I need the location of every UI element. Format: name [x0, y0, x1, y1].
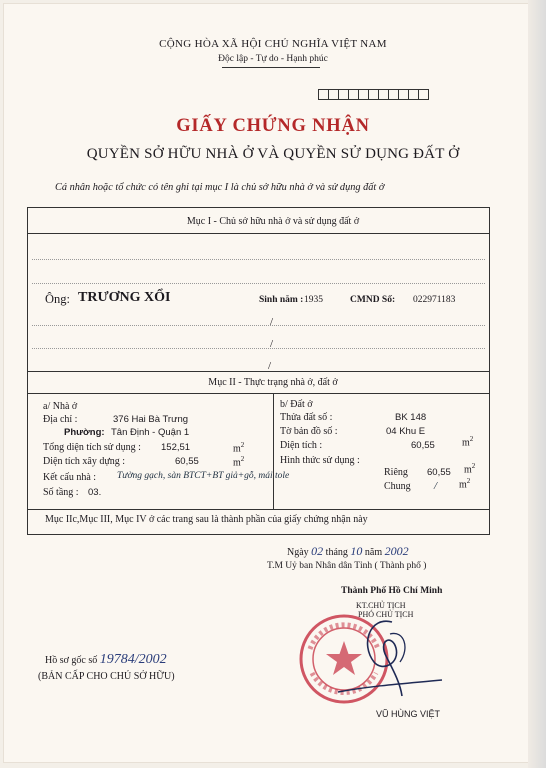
month-value: 10 — [350, 544, 363, 558]
birth-year-value: 1935 — [304, 295, 323, 305]
map-sheet-label: Tờ bản đồ số : — [280, 426, 338, 437]
structure-label: Kết cấu nhà : — [43, 472, 97, 483]
section2-top-divider — [27, 371, 490, 372]
shared-value: / — [434, 480, 438, 492]
birth-year-label: Sinh năm : — [259, 295, 304, 305]
plot-number-value: BK 148 — [395, 412, 427, 423]
section2-heading: Mục II - Thực trạng nhà ở, đất ở — [208, 377, 338, 388]
private-value: 60,55 — [427, 467, 451, 478]
private-label: Riêng — [384, 467, 408, 478]
city-label: Thành Phố Hồ Chí Minh — [341, 586, 443, 596]
land-area-label: Diện tích : — [280, 440, 323, 451]
origin-label: Hồ sơ gốc số — [45, 655, 98, 666]
section1-heading: Mục I - Chủ sở hữu nhà ở và sử dụng đất ở — [186, 216, 360, 227]
role-line1: KT.CHỦ TỊCH — [356, 601, 406, 610]
id-number-label: CMND Số: — [350, 295, 396, 305]
address-label: Địa chỉ : — [43, 414, 78, 425]
unit-label: $m^2$ — [462, 435, 474, 449]
section1-divider — [27, 233, 490, 234]
copy-note: (BẢN CẤP CHO CHỦ SỞ HỮU) — [38, 671, 175, 682]
unit-label: $m^2$ — [233, 441, 245, 455]
structure-value: Tường gạch, sàn BTCT+BT giả+gỗ, mái tole — [117, 471, 290, 481]
serial-number-boxes — [318, 89, 428, 100]
origin-value: 19784/2002 — [99, 652, 167, 667]
unit-label: $m^2$ — [233, 455, 245, 469]
shared-label: Chung — [384, 481, 411, 492]
year-label: năm — [364, 547, 383, 558]
map-sheet-value: 04 Khu E — [386, 426, 426, 437]
section2-bottom-divider — [27, 509, 490, 510]
document-subtitle: QUYỀN SỞ HỮU NHÀ Ở VÀ QUYỀN SỬ DỤNG ĐẤT Ở — [86, 146, 460, 162]
usage-form-label: Hình thức sử dụng : — [280, 455, 360, 466]
build-area-label: Diện tích xây dựng : — [43, 456, 126, 467]
year-value: 2002 — [384, 544, 409, 558]
dotted-row — [32, 348, 485, 349]
day-label: Ngày — [287, 547, 309, 558]
empty-field-slash: / — [270, 316, 274, 328]
plot-number-label: Thửa đất số : — [280, 412, 333, 423]
day-value: 02 — [311, 544, 324, 558]
ward-label: Phường: — [64, 427, 105, 438]
committee-label: T.M Uỷ ban Nhân dân Tỉnh ( Thành phố ) — [267, 561, 427, 571]
build-area-value: 60,55 — [175, 456, 199, 467]
total-area-value: 152,51 — [161, 442, 191, 453]
land-area-value: 60,55 — [411, 440, 435, 451]
house-heading: a/ Nhà ở — [43, 401, 78, 412]
document-title: GIẤY CHỨNG NHẬN — [176, 116, 370, 136]
issue-date — [287, 544, 409, 559]
signature-mark — [330, 604, 450, 704]
floors-value: 03. — [88, 487, 102, 498]
land-heading: b/ Đất ở — [280, 399, 313, 410]
motto-underline — [222, 67, 320, 68]
origin-file-number — [45, 652, 167, 668]
dotted-row — [32, 259, 485, 260]
unit-label: $m^2$ — [459, 477, 471, 491]
owner-name: TRƯƠNG XỔI — [78, 290, 171, 305]
ward-value: Tân Định - Quận 1 — [111, 427, 190, 438]
motto: Độc lập - Tự do - Hạnh phúc — [218, 54, 328, 64]
preamble-text: Cá nhân hoặc tổ chức có tên ghi tại mục I là chủ sở hữu nhà ở và sử dụng đất ở — [55, 182, 385, 193]
id-number-value: 022971183 — [413, 295, 456, 305]
role-line2: PHÓ CHỦ TỊCH — [358, 610, 414, 619]
dotted-row — [32, 325, 485, 326]
nation-header: CỘNG HÒA XÃ HỘI CHỦ NGHĨA VIỆT NAM — [159, 38, 387, 50]
dotted-row — [32, 283, 485, 284]
address-value: 376 Hai Bà Trưng — [113, 414, 189, 425]
footer-note: Mục IIc,Mục III, Mục IV ở các trang sau là thành phần của giấy chứng nhận này — [45, 514, 368, 525]
serial-box — [418, 89, 429, 100]
month-label: tháng — [325, 547, 348, 558]
section2-column-divider — [273, 394, 274, 509]
empty-field-slash: / — [270, 338, 274, 350]
owner-label: Ông: — [45, 292, 70, 306]
empty-field-slash: / — [268, 360, 272, 372]
signer-name: VŨ HÙNG VIỆT — [376, 709, 441, 719]
section2-head-divider — [27, 393, 490, 394]
floors-label: Số tầng : — [43, 487, 79, 498]
total-area-label: Tổng diện tích sử dụng : — [43, 442, 141, 453]
unit-label: $m^2$ — [464, 462, 476, 476]
